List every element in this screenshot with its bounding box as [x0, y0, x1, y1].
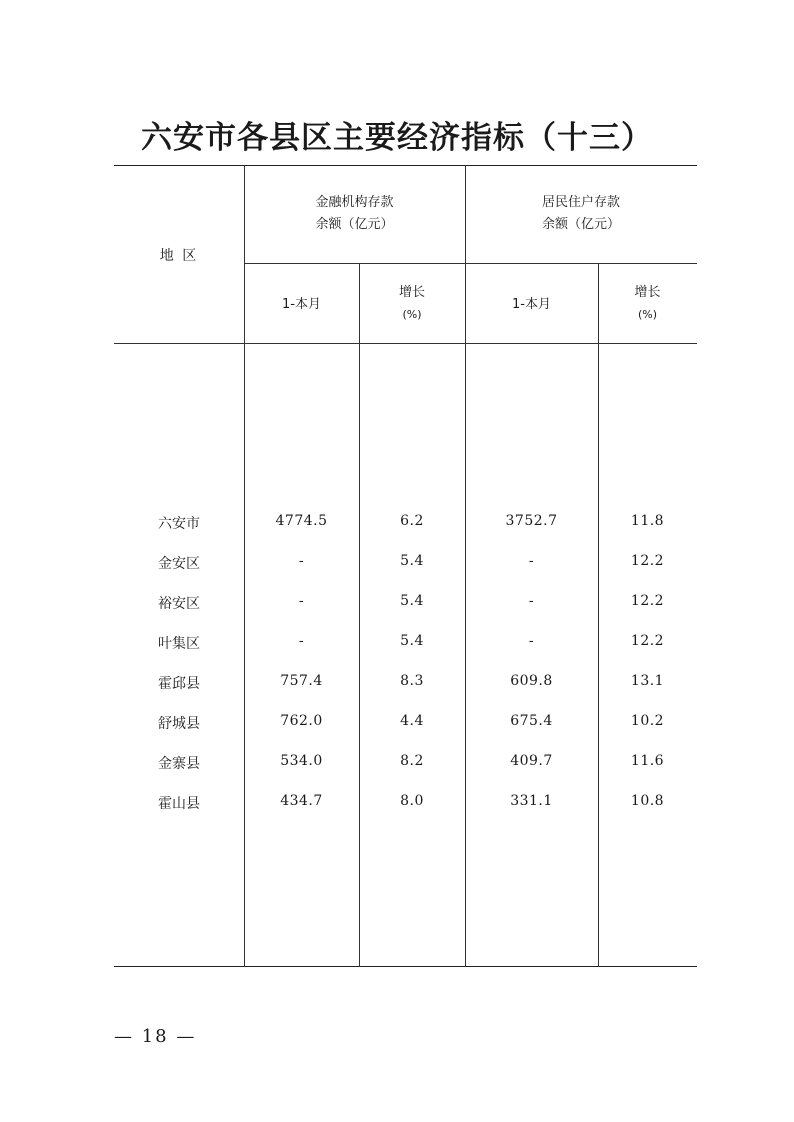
cell-fin-growth: 5.4	[400, 553, 424, 569]
row-region: 叶集区	[158, 636, 200, 652]
header-res-growth: 增长 (%)	[634, 285, 661, 321]
cell-fin-deposit: 4774.5	[275, 513, 328, 529]
row-region: 裕安区	[158, 596, 200, 612]
cell-fin-growth: 8.2	[400, 753, 424, 769]
cell-res-growth: 13.1	[630, 673, 665, 689]
table-bottom-rule	[114, 966, 697, 967]
cell-fin-deposit: -	[298, 593, 305, 609]
row-region: 金寨县	[158, 756, 200, 772]
cell-res-deposit: 609.8	[510, 673, 553, 689]
table-top-rule	[114, 165, 697, 166]
cell-res-deposit: 331.1	[510, 793, 553, 809]
cell-res-growth: 12.2	[630, 633, 665, 649]
cell-res-growth: 10.8	[630, 793, 665, 809]
cell-res-deposit: -	[528, 593, 535, 609]
cell-res-growth: 12.2	[630, 593, 665, 609]
col-divider-fin-inner	[359, 263, 360, 967]
cell-res-deposit: -	[528, 633, 535, 649]
header-res-period: 1-本月	[512, 297, 551, 312]
cell-res-deposit: -	[528, 553, 535, 569]
cell-fin-deposit: -	[298, 633, 305, 649]
cell-res-growth: 11.8	[630, 513, 665, 529]
header-fin-growth: 增长 (%)	[398, 285, 425, 321]
cell-res-growth: 12.2	[630, 553, 665, 569]
header-res-deposit: 居民住户存款 余额（亿元）	[541, 195, 620, 232]
page-number: — 18 —	[114, 1026, 197, 1047]
row-region: 霍山县	[158, 796, 200, 812]
header-bottom-rule	[114, 343, 697, 344]
row-region: 六安市	[158, 516, 200, 532]
header-region: 地 区	[159, 248, 199, 264]
cell-fin-growth: 8.3	[400, 673, 424, 689]
header-mid-rule	[244, 263, 697, 264]
page-title: 六安市各县区主要经济指标（十三）	[141, 120, 653, 156]
row-region: 舒城县	[158, 716, 200, 732]
row-region: 霍邱县	[158, 676, 200, 692]
cell-res-growth: 11.6	[630, 753, 665, 769]
cell-fin-growth: 6.2	[400, 513, 424, 529]
cell-res-deposit: 675.4	[510, 713, 553, 729]
header-fin-deposit: 金融机构存款 余额（亿元）	[315, 195, 394, 232]
cell-fin-growth: 5.4	[400, 633, 424, 649]
cell-fin-deposit: 434.7	[280, 793, 323, 809]
cell-fin-growth: 8.0	[400, 793, 424, 809]
header-fin-period: 1-本月	[282, 297, 321, 312]
cell-res-growth: 10.2	[630, 713, 665, 729]
cell-res-deposit: 409.7	[510, 753, 553, 769]
cell-fin-deposit: -	[298, 553, 305, 569]
row-region: 金安区	[158, 556, 200, 572]
cell-fin-deposit: 757.4	[280, 673, 323, 689]
economic-indicators-table	[114, 165, 697, 967]
cell-fin-growth: 4.4	[400, 713, 424, 729]
cell-fin-deposit: 534.0	[280, 753, 323, 769]
cell-fin-deposit: 762.0	[280, 713, 323, 729]
col-divider-res-inner	[598, 263, 599, 967]
cell-res-deposit: 3752.7	[505, 513, 558, 529]
cell-fin-growth: 5.4	[400, 593, 424, 609]
